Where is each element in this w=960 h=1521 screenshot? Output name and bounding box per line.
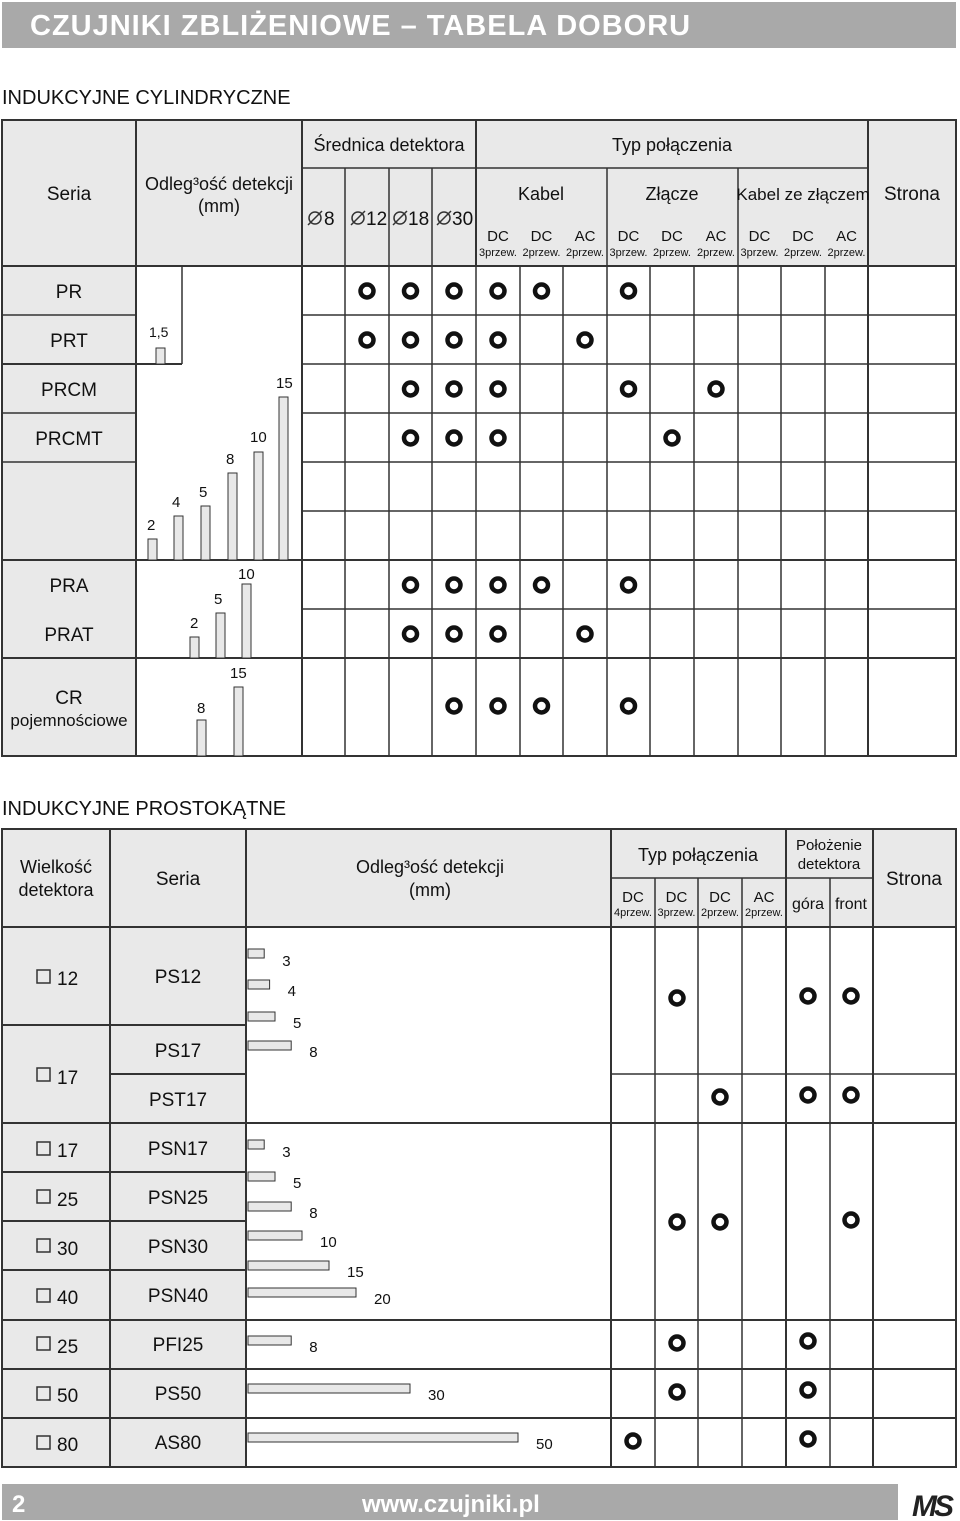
availability-mark — [535, 579, 548, 592]
distance-label: 5 — [199, 484, 208, 501]
s1-subcol-type: DC — [487, 228, 509, 245]
s2-subcol-type: AC — [753, 889, 775, 906]
s2-position-header-2: detektora — [797, 856, 861, 873]
s2-position-header-1: Położenie — [796, 837, 862, 854]
availability-mark — [404, 579, 417, 592]
availability-mark — [492, 334, 505, 347]
size-label: 40 — [57, 1288, 79, 1309]
availability-mark — [492, 579, 505, 592]
series-label: PS50 — [154, 1384, 202, 1405]
s1-subcol-type: DC — [792, 228, 814, 245]
distance-bar — [248, 1336, 291, 1345]
distance-label: 10 — [250, 429, 267, 446]
position-mark-front — [845, 1214, 858, 1227]
availability-mark — [714, 1091, 727, 1104]
distance-label: 3 — [282, 953, 291, 970]
s1-seria-header: Seria — [46, 184, 92, 205]
section2-title: INDUKCYJNE PROSTOKĄTNE — [2, 798, 287, 820]
s1-distance-bars — [147, 324, 293, 756]
availability-mark — [448, 383, 461, 396]
s2-strona-header: Strona — [886, 869, 942, 890]
distance-bar-8 — [197, 720, 206, 756]
row-label-CR: CR — [55, 688, 83, 709]
page-number: 2 — [12, 1491, 26, 1518]
availability-mark — [714, 1216, 727, 1229]
availability-mark — [492, 383, 505, 396]
s2-seria-header: Seria — [155, 869, 201, 890]
availability-mark — [492, 628, 505, 641]
s1-subcol-type: DC — [617, 228, 640, 245]
s2-front-header: front — [834, 896, 868, 913]
availability-mark — [671, 1337, 684, 1350]
brand-logo — [908, 1484, 956, 1521]
availability-mark — [535, 285, 548, 298]
s2-size-header-1: Wielkość — [19, 857, 93, 877]
distance-bar-4 — [174, 516, 183, 560]
row-label-PRT: PRT — [50, 331, 88, 352]
position-mark-gora — [802, 1335, 815, 1348]
availability-mark — [492, 432, 505, 445]
distance-label: 30 — [428, 1387, 445, 1404]
distance-bar-15 — [234, 687, 243, 756]
distance-bar — [248, 1140, 264, 1149]
series-label: PSN17 — [147, 1139, 209, 1160]
s1-marks — [361, 285, 723, 713]
distance-bar — [248, 1433, 518, 1442]
s2-subcol-wires: 2przew. — [701, 907, 739, 919]
s2-subcol-wires: 4przew. — [614, 907, 652, 919]
distance-label: 5 — [214, 591, 223, 608]
row-label-PR: PR — [55, 282, 83, 303]
availability-mark — [448, 285, 461, 298]
distance-label: 5 — [293, 1015, 302, 1032]
s1-subcol-wires: 2przew. — [784, 247, 822, 259]
distance-label: 8 — [226, 451, 235, 468]
series-label: AS80 — [154, 1433, 202, 1454]
availability-mark — [622, 285, 635, 298]
availability-mark — [535, 700, 548, 713]
s2-subcol-wires: 2przew. — [745, 907, 783, 919]
distance-bar — [248, 1041, 291, 1050]
distance-bar-8 — [228, 473, 237, 560]
series-label: PFI25 — [152, 1335, 204, 1356]
distance-bar — [248, 980, 270, 989]
s1-strona-header: Strona — [884, 184, 940, 205]
distance-label: 50 — [536, 1436, 553, 1453]
row-label-PRCM: PRCM — [41, 380, 97, 401]
diameter-18-label: 18 — [408, 209, 430, 230]
s1-subcolumn-labels — [479, 228, 865, 259]
availability-mark — [404, 628, 417, 641]
s2-distance-header-2: (mm) — [409, 880, 451, 900]
availability-mark — [627, 1435, 640, 1448]
availability-mark — [448, 432, 461, 445]
position-mark-gora — [802, 1089, 815, 1102]
s1-distance-header-1: Odleg³ość detekcji — [144, 174, 294, 194]
size-label: 30 — [57, 1239, 79, 1260]
row-label-PRA: PRA — [49, 576, 89, 597]
distance-label: 10 — [238, 566, 255, 583]
size-label: 25 — [57, 1190, 79, 1211]
logo-text: MS — [912, 1490, 951, 1521]
availability-mark — [448, 334, 461, 347]
distance-bar — [248, 1288, 356, 1297]
s1-subcol-wires: 2przew. — [827, 247, 866, 259]
availability-mark — [404, 432, 417, 445]
s1-subcol-type: DC — [661, 228, 683, 245]
distance-bar-1.5 — [156, 348, 165, 364]
availability-mark — [448, 700, 461, 713]
distance-label: 10 — [320, 1234, 337, 1251]
s2-connection-header: Typ połączenia — [637, 845, 759, 865]
availability-mark — [448, 579, 461, 592]
s1-subcol-wires: 3przew. — [479, 247, 517, 259]
s1-subcol-type: DC — [748, 228, 771, 245]
series-label: PSN40 — [147, 1286, 209, 1307]
distance-bar — [248, 949, 264, 958]
s2-subcol-wires: 3przew. — [657, 907, 696, 919]
availability-mark — [622, 579, 635, 592]
distance-label: 5 — [293, 1175, 302, 1192]
position-mark-gora — [802, 990, 815, 1003]
s1-diameter-header: Średnica detektora — [313, 135, 465, 155]
size-label: 80 — [57, 1435, 79, 1456]
s2-subcol-type: DC — [665, 889, 688, 906]
distance-label: 1,5 — [149, 324, 169, 340]
s2-gora-header: góra — [791, 896, 825, 913]
s2-size-header-2: detektora — [18, 880, 94, 900]
position-mark-gora — [802, 1384, 815, 1397]
page-title: CZUJNIKI ZBLIŻENIOWE – TABELA DOBORU — [30, 10, 692, 42]
availability-mark — [361, 334, 374, 347]
distance-bar — [248, 1231, 302, 1240]
s2-distance-bars — [248, 949, 553, 1453]
size-label: 12 — [57, 969, 79, 990]
s1-distance-header-2: (mm) — [198, 196, 240, 216]
availability-mark — [666, 432, 679, 445]
distance-bar — [248, 1172, 275, 1181]
s2-subcol-type: DC — [709, 889, 731, 906]
availability-mark — [671, 992, 684, 1005]
distance-label: 2 — [190, 615, 199, 632]
distance-bar-10 — [242, 584, 251, 658]
distance-bar-2 — [148, 539, 157, 560]
diameter-8-label: 8 — [324, 209, 335, 230]
s1-group-kabel: Kabel — [517, 184, 565, 204]
position-mark-front — [845, 990, 858, 1003]
distance-label: 8 — [309, 1339, 318, 1356]
distance-label: 8 — [309, 1205, 318, 1222]
series-label: PS12 — [154, 967, 202, 988]
position-mark-front — [845, 1089, 858, 1102]
size-label: 50 — [57, 1386, 79, 1407]
distance-bar-2 — [190, 637, 199, 658]
distance-bar-10 — [254, 452, 263, 560]
row-label-PRCMT: PRCMT — [35, 429, 103, 450]
distance-label: 15 — [347, 1264, 364, 1281]
distance-bar — [248, 1261, 329, 1270]
position-mark-gora — [802, 1433, 815, 1446]
distance-label: 2 — [147, 517, 156, 534]
diameter-30-label: 30 — [452, 209, 474, 230]
footer-url: www.czujniki.pl — [362, 1491, 540, 1518]
s1-subcol-wires: 2przew. — [653, 247, 691, 259]
availability-mark — [622, 383, 635, 396]
s1-subcol-wires: 3przew. — [740, 247, 779, 259]
distance-label: 4 — [172, 494, 181, 511]
size-label: 17 — [57, 1068, 79, 1089]
distance-bar-15 — [279, 397, 288, 560]
diameter-12-label: 12 — [366, 209, 388, 230]
s1-subcol-wires: 2przew. — [566, 247, 604, 259]
distance-bar — [248, 1012, 275, 1021]
distance-bar — [248, 1384, 410, 1393]
s1-group-zlacze: Złącze — [645, 184, 699, 204]
s2-size-col-bg — [2, 927, 246, 1467]
availability-mark — [622, 700, 635, 713]
availability-mark — [404, 383, 417, 396]
s1-connection-header: Typ połączenia — [611, 135, 733, 155]
availability-mark — [361, 285, 374, 298]
s1-body-grid — [2, 266, 956, 756]
row-label-CR-subtitle: pojemnościowe — [10, 711, 128, 730]
availability-mark — [492, 285, 505, 298]
s1-subcol-type: DC — [530, 228, 553, 245]
availability-mark — [710, 383, 723, 396]
availability-mark — [671, 1216, 684, 1229]
s1-subcol-wires: 2przew. — [522, 247, 561, 259]
row-label-PRAT: PRAT — [44, 625, 94, 646]
s1-subcol-wires: 3przew. — [609, 247, 648, 259]
s1-subcol-type: AC — [705, 228, 727, 245]
availability-mark — [579, 628, 592, 641]
availability-mark — [492, 700, 505, 713]
distance-label: 15 — [276, 375, 293, 392]
s1-subcol-type: AC — [574, 228, 596, 245]
series-label: PS17 — [154, 1041, 202, 1062]
series-label: PSN30 — [147, 1237, 209, 1258]
s2-subcol-type: DC — [622, 889, 644, 906]
s1-subcol-wires: 2przew. — [697, 247, 735, 259]
distance-label: 4 — [287, 983, 296, 1000]
distance-bar — [248, 1202, 291, 1211]
size-label: 17 — [57, 1141, 79, 1162]
availability-mark — [579, 334, 592, 347]
distance-bar-5 — [201, 506, 210, 560]
distance-label: 3 — [282, 1144, 291, 1161]
s1-group-kabel-zlacze: Kabel ze złączem — [736, 185, 870, 204]
distance-label: 8 — [309, 1044, 318, 1061]
availability-mark — [404, 334, 417, 347]
distance-bar-5 — [216, 613, 225, 658]
series-label: PSN25 — [147, 1188, 209, 1209]
series-label: PST17 — [148, 1090, 208, 1111]
distance-label: 20 — [374, 1291, 391, 1308]
distance-label: 15 — [230, 665, 247, 682]
availability-mark — [404, 285, 417, 298]
distance-label: 8 — [197, 700, 206, 717]
s2-distance-header-1: Odleg³ość detekcji — [355, 857, 505, 877]
availability-mark — [448, 628, 461, 641]
section1-title: INDUKCYJNE CYLINDRYCZNE — [2, 87, 291, 109]
size-label: 25 — [57, 1337, 79, 1358]
availability-mark — [671, 1386, 684, 1399]
s1-subcol-type: AC — [836, 228, 857, 245]
